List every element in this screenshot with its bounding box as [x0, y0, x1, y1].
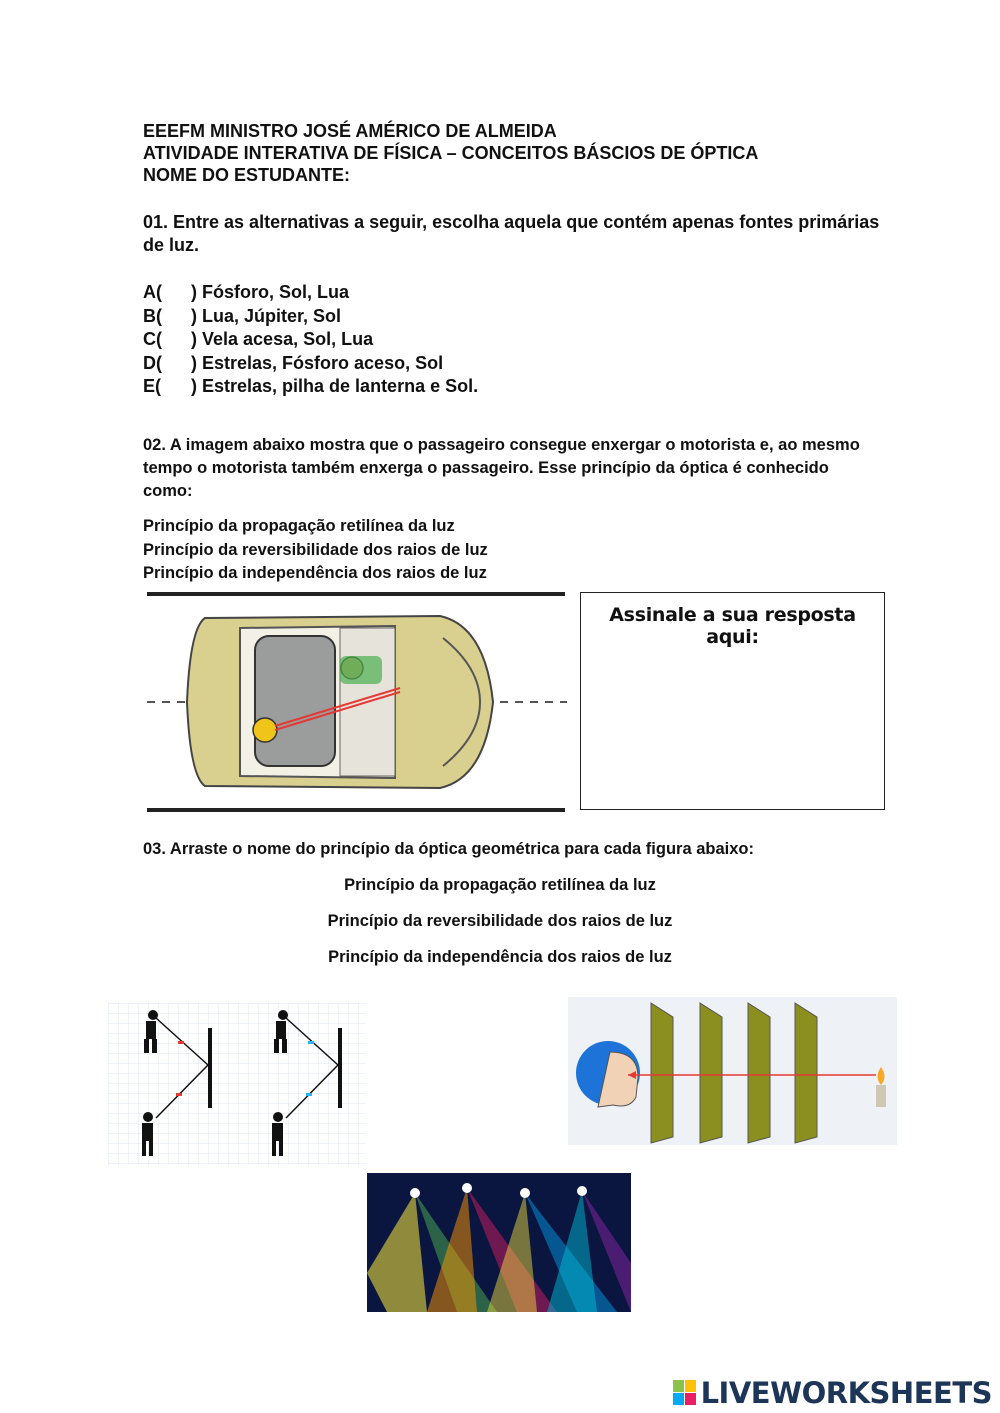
liveworksheets-mark-icon — [673, 1380, 697, 1406]
question-1-options — [143, 281, 478, 399]
q2-option-1[interactable]: Princípio da propagação retilínea da luz — [143, 517, 455, 535]
option-a[interactable] — [143, 281, 478, 305]
option-text: ) Estrelas, pilha de lanterna e Sol. — [191, 376, 479, 396]
q2-option-3[interactable]: Princípio da independência dos raios de luz — [143, 564, 487, 582]
school-name: EEEFM MINISTRO JOSÉ AMÉRICO DE ALMEIDA — [143, 121, 557, 141]
option-b[interactable] — [143, 305, 478, 329]
draggable-principle-1[interactable]: Princípio da propagação retilínea da luz — [344, 876, 656, 894]
draggable-principle-2[interactable]: Princípio da reversibilidade dos raios de luz — [327, 912, 673, 930]
option-letter: C( — [143, 329, 162, 349]
option-letter: D( — [143, 352, 162, 373]
option-letter: A( — [143, 282, 162, 302]
option-text: ) Estrelas, Fósforo aceso, Sol — [191, 352, 444, 373]
question-2-text: 02. A imagem abaixo mostra que o passageiro consegue enxergar o motorista e, ao mesmo tempo o motorista também enxerga o passageiro. Esse princípio da óptica é conhecido como: — [143, 436, 860, 500]
activity-title: ATIVIDADE INTERATIVA DE FÍSICA – CONCEITOS BÁSCIOS DE ÓPTICA — [143, 143, 759, 163]
option-c[interactable] — [143, 328, 478, 352]
question-2-options — [143, 515, 488, 586]
mirror-figure — [108, 1003, 366, 1165]
rectilinear-figure — [568, 997, 897, 1145]
answer-label: Assinale a sua resposta aqui: — [609, 604, 856, 648]
q2-option-2[interactable]: Princípio da reversibilidade dos raios de luz — [143, 540, 488, 559]
option-text: ) Lua, Júpiter, Sol — [191, 305, 342, 326]
student-name-label: NOME DO ESTUDANTE: — [143, 165, 350, 185]
question-3-text: 03. Arraste o nome do princípio da óptica geométrica para cada figura abaixo: — [143, 840, 754, 858]
draggable-principle-3[interactable]: Princípio da independência dos raios de luz — [328, 948, 672, 966]
option-d[interactable] — [143, 352, 478, 376]
liveworksheets-text: LIVEWORKSHEETS — [700, 1376, 992, 1410]
liveworksheets-logo — [673, 1376, 992, 1410]
option-text: ) Vela acesa, Sol, Lua — [191, 329, 374, 349]
option-text: ) Fósforo, Sol, Lua — [191, 282, 349, 302]
question-1-text: 01. Entre as alternativas a seguir, escolha aquela que contém apenas fontes primárias de luz. — [143, 212, 880, 255]
option-e[interactable] — [143, 375, 478, 399]
answer-box[interactable] — [580, 592, 885, 810]
light-beams-figure — [367, 1173, 631, 1312]
option-letter: E( — [143, 376, 161, 396]
car-illustration — [145, 588, 570, 816]
option-letter: B( — [143, 305, 162, 326]
header — [143, 120, 758, 186]
